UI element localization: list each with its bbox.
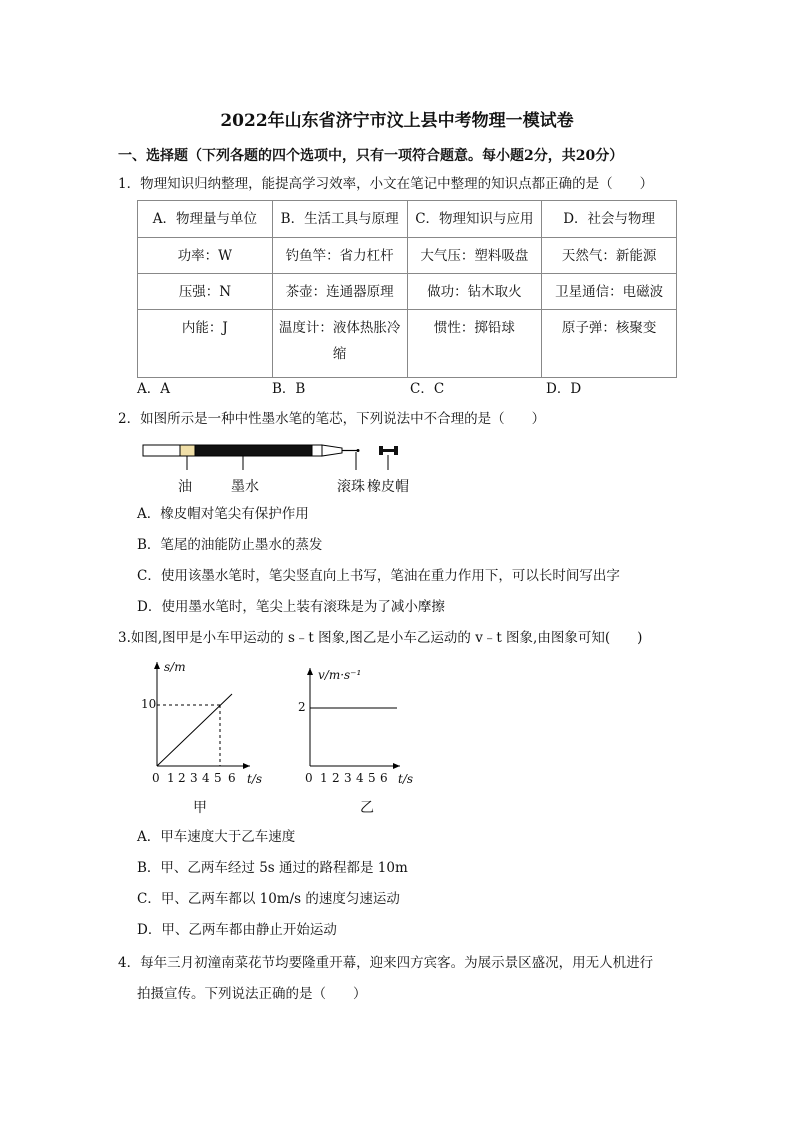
label-rubber-cap: 橡皮帽	[367, 479, 409, 495]
table-cell: 大气压：塑料吸盘	[407, 238, 542, 274]
table-cell: 原子弹：核聚变	[542, 310, 677, 378]
option-c: C．C	[410, 381, 445, 397]
graph1-xtick: 1	[167, 771, 175, 785]
ink-segment	[195, 445, 312, 456]
refill-collar	[312, 445, 322, 456]
graph1-line	[157, 694, 232, 766]
graph2-xtick: 0	[305, 771, 313, 785]
option-b: B．B	[272, 381, 306, 397]
cap-right	[394, 446, 398, 455]
graph2-ytick: 2	[298, 700, 306, 714]
option-a: A．甲车速度大于乙车速度	[137, 829, 296, 845]
table-cell: 压强：N	[138, 274, 273, 310]
graph2-xtick: 1	[320, 771, 328, 785]
graph1-xtick: 0	[152, 771, 160, 785]
table-header: A．物理量与单位	[138, 201, 273, 238]
table-header: D．社会与物理	[542, 201, 677, 238]
graph2-xtick: 2	[332, 771, 340, 785]
table-cell: 内能：J	[138, 310, 273, 378]
table-header-row	[138, 201, 677, 238]
option-c: C．使用该墨水笔时，笔尖竖直向上书写，笔油在重力作用下，可以长时间写出字	[137, 568, 620, 584]
graph1-xtick: 6	[228, 771, 236, 785]
graph2-caption: 乙	[360, 800, 374, 816]
question-1-stem: 1．物理知识归纳整理，能提高学习效率，小文在笔记中整理的知识点都正确的是（ ）	[118, 176, 654, 192]
graph2-xtick: 5	[368, 771, 376, 785]
option-d: D．甲、乙两车都由静止开始运动	[137, 922, 337, 938]
table-cell: 做功：钻木取火	[407, 274, 542, 310]
graph1-xtick: 2	[178, 771, 186, 785]
graph2-xtick: 6	[380, 771, 388, 785]
question-3-stem: 3.如图,图甲是小车甲运动的 s﹣t 图象,图乙是小车乙运动的 v﹣t 图象,由图象可知( )	[118, 630, 643, 646]
option-b: B．甲、乙两车经过 5s 通过的路程都是 10m	[137, 860, 408, 876]
label-ball: 滚珠	[337, 479, 365, 495]
refill-tube-end	[143, 445, 180, 456]
graph2-xtick: 4	[356, 771, 364, 785]
option-d: D．使用墨水笔时，笔尖上装有滚珠是为了减小摩擦	[137, 599, 445, 615]
table-cell: 功率：W	[138, 238, 273, 274]
graph1-xtick: 5	[214, 771, 222, 785]
option-a: A．A	[137, 381, 170, 397]
table-row	[138, 310, 677, 378]
cap-left	[379, 446, 383, 455]
question-4-stem-line2: 拍摄宣传。下列说法正确的是（ ）	[137, 986, 367, 1002]
table-row	[138, 238, 677, 274]
section-heading: 一、选择题（下列各题的四个选项中，只有一项符合题意。每小题2分，共20分）	[118, 148, 624, 164]
graph2-xlabel: t/s	[398, 772, 414, 786]
label-ink: 墨水	[231, 479, 259, 495]
graph1-caption: 甲	[193, 800, 207, 816]
table-cell: 惯性：掷铅球	[407, 310, 542, 378]
table-cell: 钓鱼竿：省力杠杆	[272, 238, 407, 274]
option-d: D．D	[546, 381, 582, 397]
table-header: C．物理知识与应用	[407, 201, 542, 238]
graph2-ylabel: v/m·s⁻¹	[318, 668, 362, 682]
oil-segment	[180, 445, 195, 456]
page-title: 2022年山东省济宁市汶上县中考物理一模试卷	[220, 111, 574, 131]
graph1-xlabel: t/s	[247, 772, 263, 786]
table-cell: 天然气：新能源	[542, 238, 677, 274]
label-oil: 油	[178, 479, 192, 495]
graph1-xtick: 4	[202, 771, 210, 785]
table-cell: 茶壶：连通器原理	[272, 274, 407, 310]
question-4-stem-line1: 4．每年三月初潼南菜花节均要隆重开幕，迎来四方宾客。为展示景区盛况，用无人机进行	[118, 955, 654, 971]
table-header: B．生活工具与原理	[272, 201, 407, 238]
question-2-stem: 2．如图所示是一种中性墨水笔的笔芯，下列说法中不合理的是（ ）	[118, 411, 546, 427]
ball-icon	[357, 449, 360, 452]
cap-middle	[383, 449, 394, 452]
graph1-ytick: 10	[141, 697, 157, 711]
pen-tip-cone	[322, 445, 342, 456]
option-b: B．笔尾的油能防止墨水的蒸发	[137, 537, 323, 553]
graph1-ylabel: s/m	[164, 660, 186, 674]
table-cell: 温度计：液体热胀冷缩	[272, 310, 407, 378]
option-a: A．橡皮帽对笔尖有保护作用	[137, 506, 309, 522]
graph1-xtick: 3	[190, 771, 198, 785]
knowledge-table	[137, 200, 677, 378]
table-row	[138, 274, 677, 310]
option-c: C．甲、乙两车都以 10m/s 的速度匀速运动	[137, 891, 400, 907]
table-cell: 卫星通信：电磁波	[542, 274, 677, 310]
graph2-xtick: 3	[344, 771, 352, 785]
